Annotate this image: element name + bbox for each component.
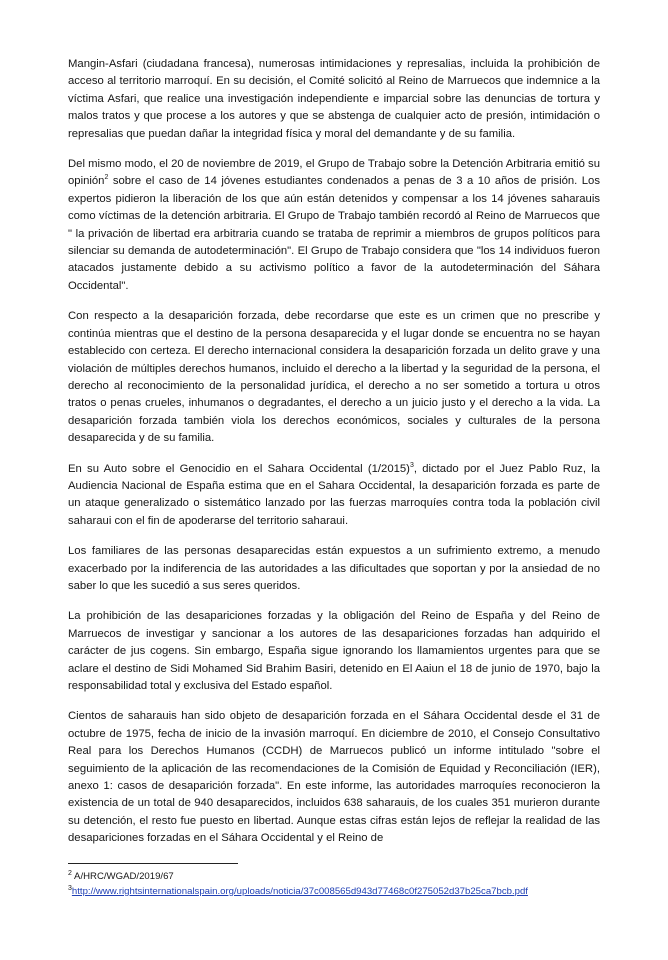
footnote-number: 2 xyxy=(68,869,72,877)
paragraph-genocide-auto xyxy=(68,461,600,531)
paragraph-enforced-disappearance: Con respecto a la desaparición forzada, debe recordarse que este es un crimen que no prescribe y continúa mientras que el destino de la persona desaparecida y el lugar donde se encuentra no se hayan establecido con certeza. El derecho internacional considera la desaparición forzada un delito grave y una violación de múltiples derechos humanos, incluido el derecho a la libertad y la seguridad de la persona, el derecho al reconocimiento de la personalidad jurídica, el derecho a no ser sometido a tortura u otros tratos o penas crueles, inhumanos o degradantes, el derecho a un juicio justo y el derecho a la vida. La desaparición forzada también viola los derechos económicos, sociales y culturales de la persona desaparecida y de su familia. xyxy=(68,310,600,445)
paragraph-text: , dictado por el Juez Pablo Ruz, la Audiencia Nacional de España estima que en el Sahara Occidental, la desaparición forzada es parte de un ataque generalizado o sistemático lanzado por las fuerzas marroquíes contra toda la población civil saharaui con el fin de apoderarse del territorio saharaui. xyxy=(68,462,600,527)
paragraph-asfari-decision: Mangin-Asfari (ciudadana francesa), numerosas intimidaciones y represalias, incluida la prohibición de acceso al territorio marroquí. En su decisión, el Comité solicitó al Reino de Marruecos que indemnice a la víctima Asfari, que realice una investigación independiente e imparcial sobre las denuncias de tortura y malos tratos y que procese a los autores y que se abstenga de cualquier acto de presión, intimidación o represalias que puedan dañar la integridad física y moral del demandante y de su familia. xyxy=(68,58,600,140)
footnote-ref-3[interactable]: 3 xyxy=(409,461,414,469)
paragraph-wgad-opinion xyxy=(68,156,600,295)
footnote-3 xyxy=(68,885,588,898)
paragraph-jus-cogens: La prohibición de las desapariciones forzadas y la obligación del Reino de España y del Reino de Marruecos de investigar y sancionar a los autores de las desapariciones forzadas han adquirido el carácter de jus cogens. Sin embargo, España sigue ignorando los llamamientos urgentes para que se aclare el destino de Sidi Mohamed Sid Brahim Basiri, detenido en El Aaiun el 18 de junio de 1970, bajo la responsabilidad total y exclusiva del Estado español. xyxy=(68,610,600,692)
paragraph-text: En su Auto sobre el Genocidio en el Sahara Occidental (1/2015) xyxy=(68,462,410,475)
footnote-separator xyxy=(68,863,238,864)
footnote-ref-2[interactable]: 2 xyxy=(104,174,109,182)
paragraph-text: Del mismo modo, el 20 de noviembre de 2019, el Grupo de Trabajo sobre la Detención Arbitraria emitió su opinión xyxy=(68,158,600,188)
footnote-text: A/HRC/WGAD/2019/67 xyxy=(71,871,174,882)
paragraph-ccdh-report: Cientos de saharauis han sido objeto de desaparición forzada en el Sáhara Occidental desde el 31 de octubre de 1975, fecha de inicio de la invasión marroquí. En diciembre de 2010, el Consejo Consultativo Real para los Derechos Humanos (CCDH) de Marruecos publicó un informe intitulado "sobre el seguimiento de la aplicación de las recomendaciones de la Comisión de Equidad y Reconciliación (IER), anexo 1: casos de desaparición forzada". En este informe, las autoridades marroquíes reconocieron la existencia de un total de 940 desaparecidos, incluidos 638 saharauis, de los cuales 351 murieron durante su detención, el resto fue puesto en libertad. Aunque estas cifras están lejos de reflejar la realidad de las desapariciones forzadas en el Sáhara Occidental y el Reino de xyxy=(68,710,600,845)
document-body xyxy=(68,56,600,861)
paragraph-families: Los familiares de las personas desaparecidas están expuestos a un sufrimiento extremo, a menudo exacerbado por la indiferencia de las autoridades a las dificultades que soportan y por la ansiedad de no saber lo que les sucedió a sus seres queridos. xyxy=(68,545,600,592)
paragraph-text: sobre el caso de 14 jóvenes estudiantes condenados a penas de 3 a 10 años de prisión. Los expertos pidieron la liberación de los que aún están detenidos y compensar a los 14 jóvenes saharauis como víctimas de la detención arbitraria. El Grupo de Trabajo también recordó al Reino de Marruecos que " la privación de libertad era arbitraria cuando se trataba de reprimir a miembros de grupos políticos para silenciar su demanda de autodeterminación". El Grupo de Trabajo considera que "los 14 individuos fueron atacados justamente debido a su activismo político a favor de la autodeterminación del Sáhara Occidental". xyxy=(68,175,600,292)
footnote-2 xyxy=(68,870,174,883)
footnote-number: 3 xyxy=(68,884,72,892)
footnote-link[interactable]: http://www.rightsinternationalspain.org/uploads/noticia/37c008565d943d77468c0f275052d37b25ca7bcb.pdf xyxy=(71,886,528,897)
